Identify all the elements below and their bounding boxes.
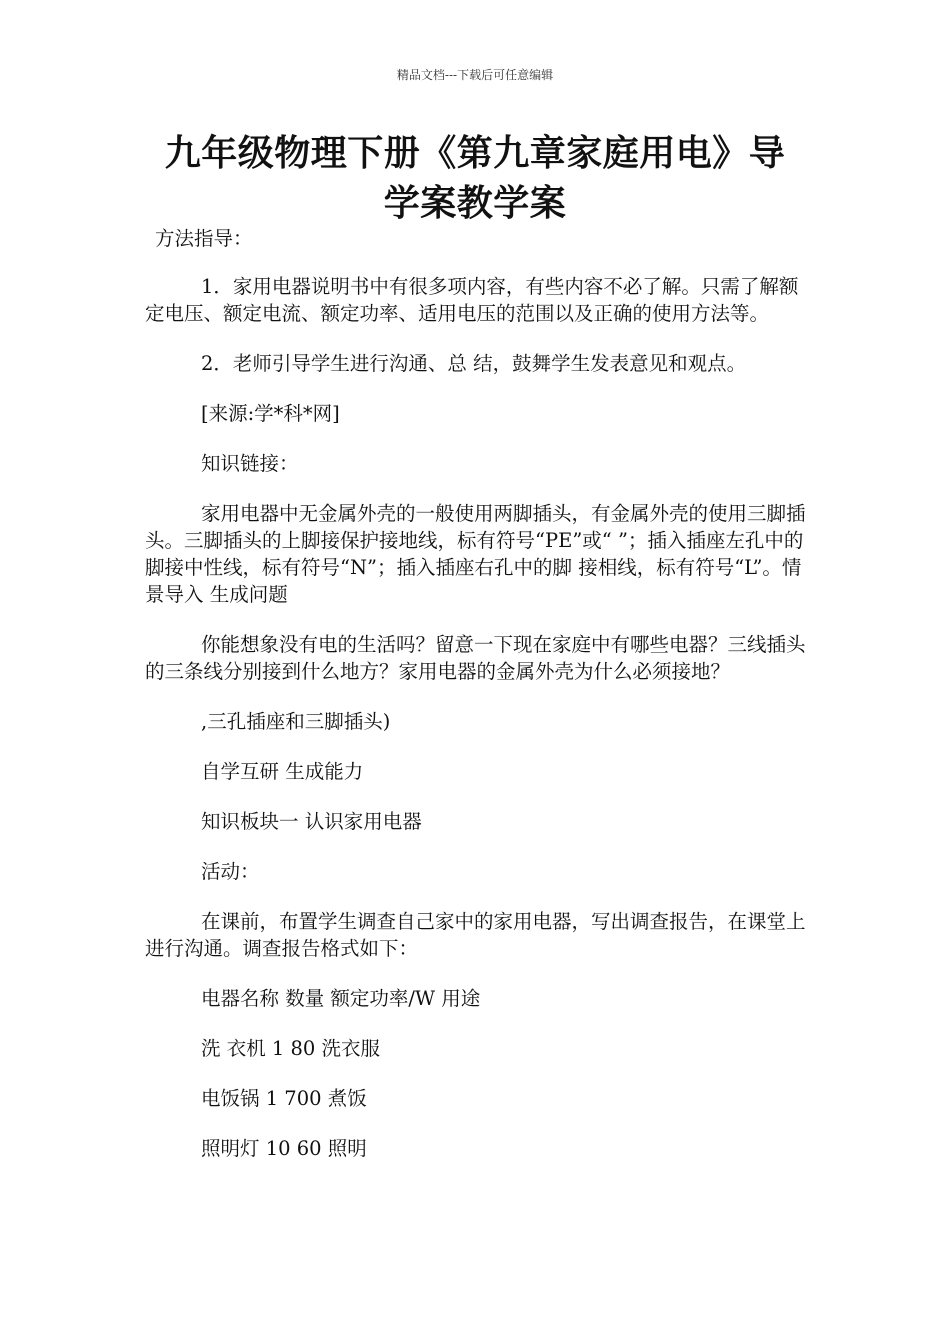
activity-heading: 活动： (201, 860, 260, 883)
survey-row: 洗 衣机 1 80 洗衣服 (201, 1037, 381, 1060)
paragraph-socket-note: ,三孔插座和三脚插头) (201, 710, 391, 733)
section-self-study: 自学互研 生成能力 (201, 760, 364, 783)
section-knowledge-block-1: 知识板块一 认识家用电器 (201, 810, 422, 833)
document-body (145, 225, 815, 1185)
survey-header-row: 电器名称 数量 额定功率/W 用途 (201, 987, 481, 1010)
paragraph-point-2: 2．老师引导学生进行沟通、总 结，鼓舞学生发表意见和观点。 (201, 352, 747, 375)
paragraph-survey: 在课前，布置学生调查自己家中的家用电器，写出调查报告，在课堂上进行沟通。调查报告格式如下： (145, 910, 806, 960)
knowledge-link-heading: 知识链接： (201, 452, 299, 475)
paragraph-point-1: 1．家用电器说明书中有很多项内容，有些内容不必了解。只需了解额定电压、额定电流、额定功率、适用电压的范围以及正确的使用方法等。 (145, 275, 799, 325)
source-note: [来源:学*科*网] (201, 402, 340, 425)
paragraph-questions: 你能想象没有电的生活吗？留意一下现在家庭中有哪些电器？三线插头的三条线分别接到什么地方？家用电器的金属外壳为什么必须接地？ (145, 633, 806, 683)
paragraph-plug-info: 家用电器中无金属外壳的一般使用两脚插头，有金属外壳的使用三脚插头。三脚插头的上脚接保护接地线，标有符号“PE”或“ ”；插入插座左孔中的脚接中性线，标有符号“N”；插入插座右孔中的脚 接相线，标有符号“L”。情景导入 生成问题 (145, 502, 806, 606)
header-note: 精品文档---下载后可任意编辑 (396, 68, 554, 82)
title-line-1: 九年级物理下册《第九章家庭用电》导 (164, 132, 786, 174)
page-title (120, 128, 830, 228)
survey-row: 电饭锅 1 700 煮饭 (201, 1087, 367, 1110)
survey-row: 照明灯 10 60 照明 (201, 1137, 367, 1160)
title-line-2: 学案教学案 (383, 182, 567, 224)
method-guide-heading: 方法指导： (155, 227, 253, 250)
